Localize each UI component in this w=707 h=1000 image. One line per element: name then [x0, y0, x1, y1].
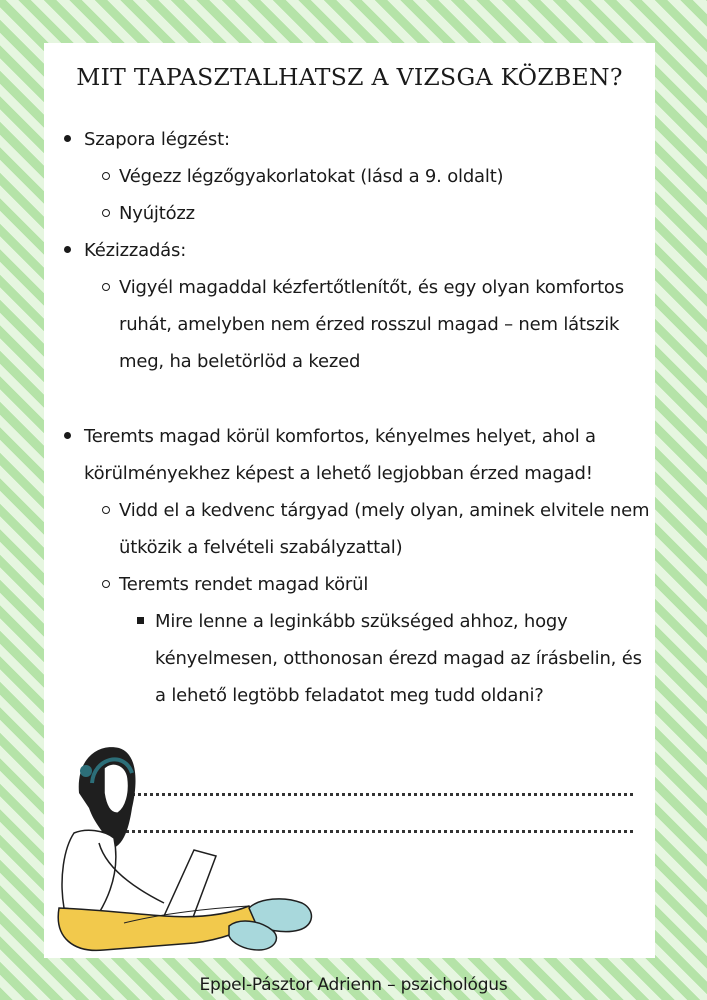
list-subitem: [62, 492, 652, 566]
list-subitem: [62, 158, 652, 195]
bullet-list: [62, 121, 652, 714]
bullet-square-icon: [137, 617, 144, 624]
list-item: [62, 232, 652, 269]
list-subitem-text: Vidd el a kedvenc tárgyad (mely olyan, aminek elvitele nem ütközik a felvételi szabályzattal): [119, 500, 650, 558]
bullet-circle-icon: [102, 209, 110, 217]
bullet-circle-icon: [102, 172, 110, 180]
list-subitem-text: Nyújtózz: [119, 203, 195, 224]
list-subsubitem: [62, 603, 652, 714]
worksheet-card: [44, 43, 655, 958]
list-item: [62, 418, 652, 492]
list-subitem: [62, 566, 652, 603]
list-item-label: Teremts magad körül komfortos, kényelmes helyet, ahol a körülményekhez képest a lehető legjobban érzed magad!: [84, 426, 596, 484]
bullet-circle-icon: [102, 506, 110, 514]
list-subsubitem-text: Mire lenne a leginkább szükséged ahhoz, hogy kényelmesen, otthonosan érezd magad az írásbelin, és a lehető legtöbb feladatot meg tudd oldani?: [155, 611, 642, 706]
bullet-disc-icon: [64, 135, 71, 142]
woman-with-laptop-illustration: [44, 738, 334, 958]
bullet-circle-icon: [102, 580, 110, 588]
list-item: [62, 121, 652, 158]
bullet-circle-icon: [102, 283, 110, 291]
list-subitem-text: Végezz légzőgyakorlatokat (lásd a 9. oldalt): [119, 166, 504, 187]
bullet-disc-icon: [64, 246, 71, 253]
footer-author: Eppel-Pásztor Adrienn – pszichológus: [199, 975, 508, 995]
list-subitem-text: Vigyél magaddal kézfertőtlenítőt, és egy olyan komfortos ruhát, amelyben nem érzed rosszul magad – nem látszik meg, ha beletörlöd a kezed: [119, 277, 624, 372]
bullet-disc-icon: [64, 432, 71, 439]
list-item-label: Kézizzadás:: [84, 240, 187, 261]
list-subitem-text: Teremts rendet magad körül: [119, 574, 369, 595]
list-item-label: Szapora légzést:: [84, 129, 230, 150]
page-title: MIT TAPASZTALHATSZ A VIZSGA KÖZBEN?: [76, 63, 623, 91]
list-subitem: [62, 269, 652, 380]
list-subitem: [62, 195, 652, 232]
